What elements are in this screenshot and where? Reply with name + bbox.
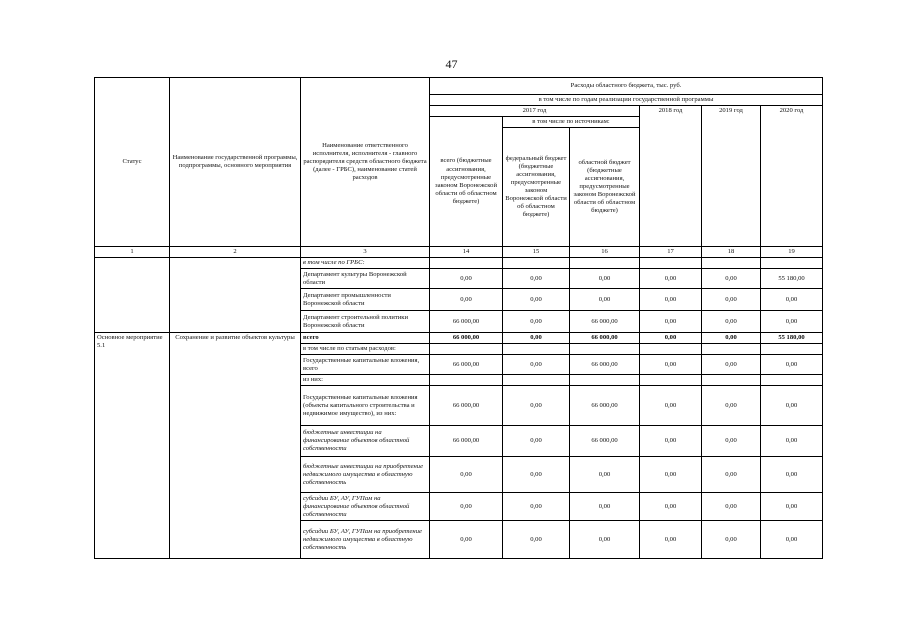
header-regional-col: областной бюджет (бюджетные ассигнования, предусмотренные законом Воронежской области об областном бюджете): [570, 128, 640, 247]
value-cell: 0,00: [761, 457, 823, 493]
value-cell: 0,00: [640, 355, 702, 375]
header-program-name: Наименование государственной программы, подпрограммы, основного мероприятия: [170, 78, 301, 247]
value-cell: [503, 258, 570, 269]
measure-name: Сохранение и развитие объектов культуры: [170, 333, 301, 559]
value-cell: [702, 344, 761, 355]
row-label: бюджетные инвестиции на финансирование объектов областной собственности: [301, 426, 430, 457]
value-cell: 0,00: [761, 289, 823, 311]
row-label: Департамент промышленности Воронежской области: [301, 289, 430, 311]
value-cell: 0,00: [702, 289, 761, 311]
value-cell: 0,00: [640, 493, 702, 521]
value-cell: 66 000,00: [430, 311, 503, 333]
header-row-1: [95, 78, 823, 95]
value-cell: [430, 375, 503, 386]
value-cell: 0,00: [761, 311, 823, 333]
page-number: 47: [445, 57, 458, 71]
header-status: Статус: [95, 78, 170, 247]
value-cell: 0,00: [503, 269, 570, 289]
row-label: Государственные капитальные вложения (объекты капитального строительства и недвижимое имущество), из них:: [301, 386, 430, 426]
value-cell: 0,00: [503, 311, 570, 333]
value-cell: [430, 344, 503, 355]
status-cell-empty: [95, 258, 170, 333]
value-cell: 0,00: [570, 457, 640, 493]
value-cell: 0,00: [503, 457, 570, 493]
value-cell: 66 000,00: [570, 426, 640, 457]
value-cell: 0,00: [640, 289, 702, 311]
value-cell: [430, 258, 503, 269]
value-cell: 0,00: [640, 333, 702, 344]
header-total-col: всего (бюджетные ассигнования, предусмотренные законом Воронежской области об областном бюджете): [430, 117, 503, 247]
value-cell: 0,00: [503, 333, 570, 344]
value-cell: [702, 375, 761, 386]
row-label: субсидии БУ, АУ, ГУПам на финансирование объектов областной собственности: [301, 493, 430, 521]
value-cell: [640, 375, 702, 386]
value-cell: 0,00: [570, 269, 640, 289]
row-label: Департамент культуры Воронежской области: [301, 269, 430, 289]
value-cell: 0,00: [430, 457, 503, 493]
col-number: 18: [702, 247, 761, 258]
value-cell: 66 000,00: [570, 333, 640, 344]
value-cell: 0,00: [503, 355, 570, 375]
value-cell: 0,00: [430, 493, 503, 521]
value-cell: 0,00: [640, 269, 702, 289]
header-executor-name: Наименование ответственного исполнителя, исполнителя - главного распорядителя средств областного бюджета (далее - ГРБС), наименование статей расходов: [301, 78, 430, 247]
value-cell: [570, 258, 640, 269]
value-cell: 66 000,00: [570, 386, 640, 426]
value-cell: 0,00: [430, 521, 503, 559]
row-label: в том числе по статьям расходов:: [301, 344, 430, 355]
value-cell: [761, 344, 823, 355]
value-cell: 0,00: [430, 289, 503, 311]
header-year-2017: 2017 год: [430, 106, 640, 117]
table-row: [95, 258, 823, 269]
header-year-2018: 2018 год: [640, 106, 702, 247]
row-label: Государственные капитальные вложения, всего: [301, 355, 430, 375]
col-number: 19: [761, 247, 823, 258]
value-cell: 0,00: [761, 521, 823, 559]
row-label: в том числе по ГРБС:: [301, 258, 430, 269]
value-cell: 0,00: [503, 426, 570, 457]
table-row: [95, 333, 823, 344]
row-label: всего: [301, 333, 430, 344]
col-number: 15: [503, 247, 570, 258]
value-cell: 0,00: [640, 386, 702, 426]
col-number: 1: [95, 247, 170, 258]
value-cell: 0,00: [430, 269, 503, 289]
header-year-2020: 2020 год: [761, 106, 823, 247]
value-cell: [503, 375, 570, 386]
value-cell: 0,00: [702, 493, 761, 521]
value-cell: 0,00: [640, 521, 702, 559]
row-label: из них:: [301, 375, 430, 386]
value-cell: 66 000,00: [430, 426, 503, 457]
value-cell: 0,00: [761, 386, 823, 426]
row-label: субсидии БУ, АУ, ГУПам на приобретение недвижимого имущества в областную собственность: [301, 521, 430, 559]
value-cell: 0,00: [761, 426, 823, 457]
header-by-years: в том числе по годам реализации государственной программы: [430, 95, 823, 106]
value-cell: [761, 258, 823, 269]
header-by-sources: в том числе по источникам:: [503, 117, 640, 128]
value-cell: [702, 258, 761, 269]
column-numbers-row: [95, 247, 823, 258]
header-year-2019: 2019 год: [702, 106, 761, 247]
value-cell: [640, 344, 702, 355]
value-cell: 0,00: [702, 311, 761, 333]
value-cell: 0,00: [503, 521, 570, 559]
value-cell: 0,00: [702, 355, 761, 375]
row-label: бюджетные инвестиции на приобретение недвижимого имущества в областную собственность: [301, 457, 430, 493]
value-cell: 0,00: [761, 493, 823, 521]
value-cell: 0,00: [503, 386, 570, 426]
row-label: Департамент строительной политики Воронежской области: [301, 311, 430, 333]
value-cell: [570, 344, 640, 355]
value-cell: 0,00: [761, 355, 823, 375]
value-cell: 0,00: [640, 457, 702, 493]
budget-table: [94, 77, 823, 559]
col-number: 2: [170, 247, 301, 258]
value-cell: 66 000,00: [430, 333, 503, 344]
value-cell: [640, 258, 702, 269]
value-cell: 66 000,00: [430, 355, 503, 375]
value-cell: 0,00: [570, 289, 640, 311]
value-cell: 0,00: [570, 493, 640, 521]
value-cell: 66 000,00: [570, 311, 640, 333]
header-federal-col: федеральный бюджет (бюджетные ассигнования, предусмотренные законом Воронежской области об областном бюджете): [503, 128, 570, 247]
value-cell: 0,00: [640, 311, 702, 333]
value-cell: 0,00: [503, 493, 570, 521]
value-cell: [570, 375, 640, 386]
value-cell: [761, 375, 823, 386]
value-cell: 0,00: [570, 521, 640, 559]
value-cell: 0,00: [702, 521, 761, 559]
col-number: 16: [570, 247, 640, 258]
name-cell-empty: [170, 258, 301, 333]
value-cell: 66 000,00: [430, 386, 503, 426]
value-cell: 0,00: [503, 289, 570, 311]
value-cell: 0,00: [702, 457, 761, 493]
value-cell: 0,00: [702, 333, 761, 344]
value-cell: 0,00: [702, 269, 761, 289]
value-cell: 0,00: [640, 426, 702, 457]
header-expenses: Расходы областного бюджета, тыс. руб.: [430, 78, 823, 95]
value-cell: 0,00: [702, 426, 761, 457]
value-cell: [503, 344, 570, 355]
col-number: 14: [430, 247, 503, 258]
value-cell: 55 180,00: [761, 269, 823, 289]
col-number: 3: [301, 247, 430, 258]
value-cell: 0,00: [702, 386, 761, 426]
measure-status: Основное мероприятие 5.1: [95, 333, 170, 559]
value-cell: 66 000,00: [570, 355, 640, 375]
value-cell: 55 180,00: [761, 333, 823, 344]
col-number: 17: [640, 247, 702, 258]
